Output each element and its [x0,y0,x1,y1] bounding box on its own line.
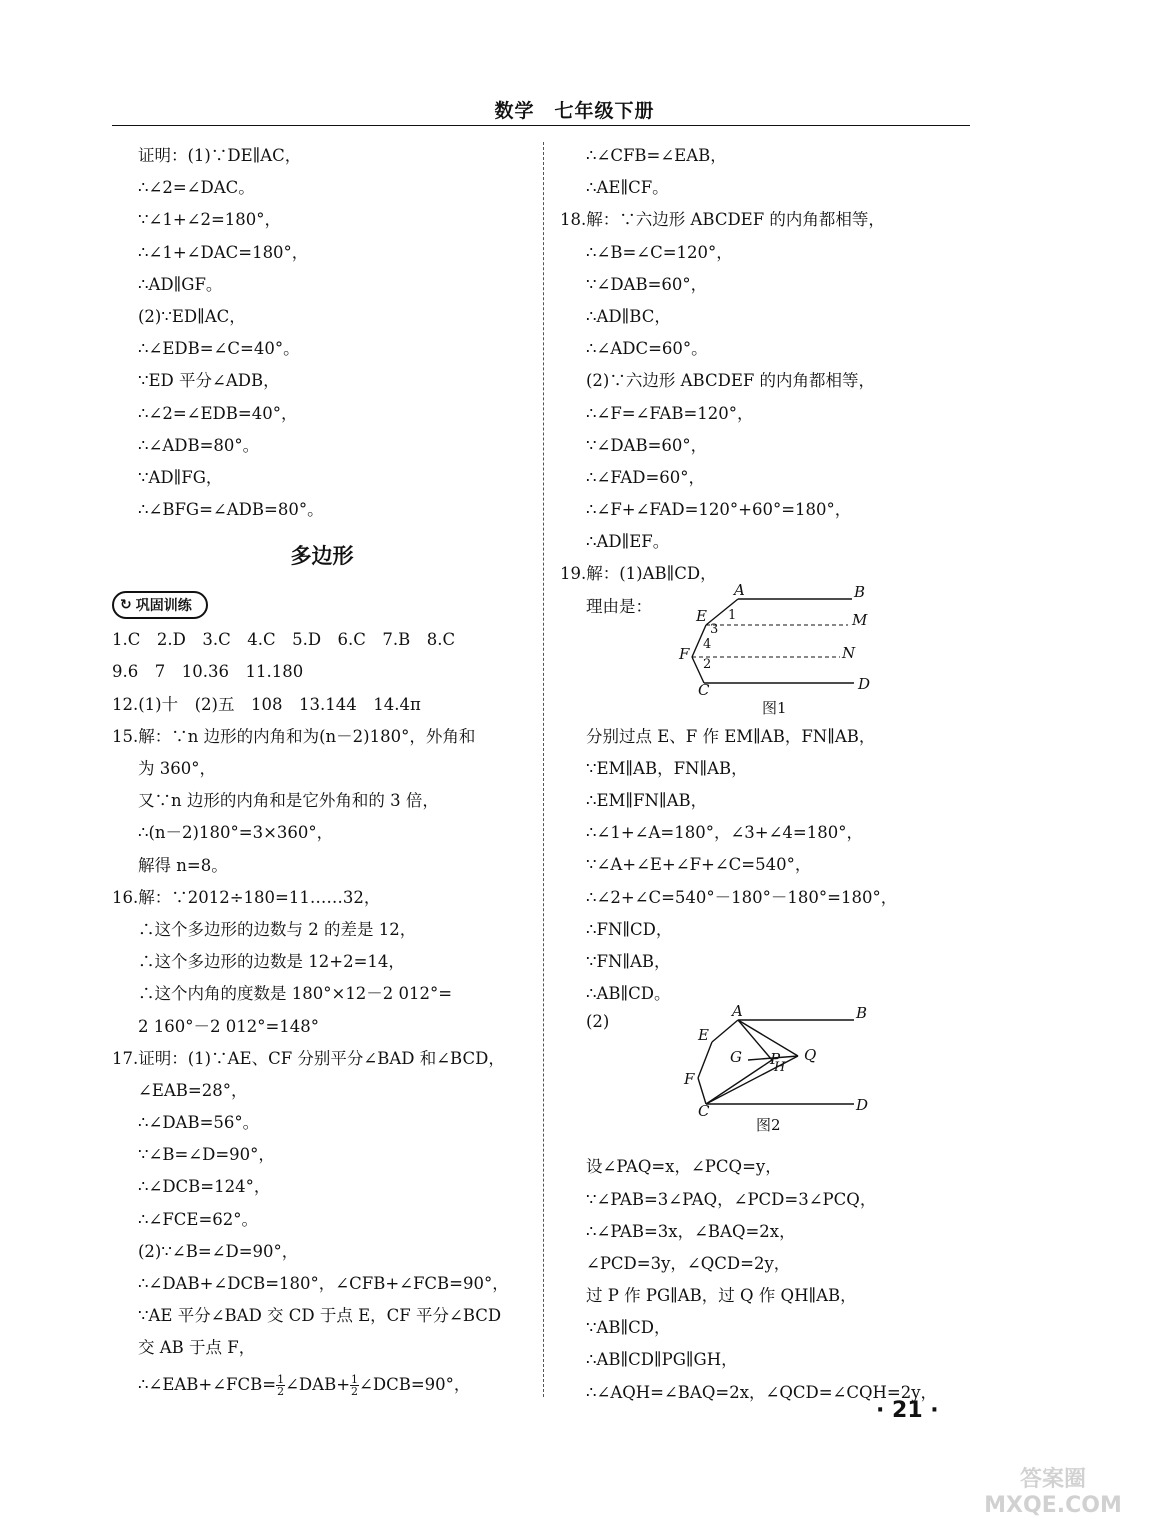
left-answers-block [112,624,532,1364]
text-line: ∴AB∥CD∥PG∥GH， [586,1350,738,1370]
left-column [112,140,532,1405]
text-line: (2) [586,1012,610,1032]
text-line: ∴∠1+∠A=180°，∠3+∠4=180°， [586,823,863,843]
text-line: ∴AB∥CD。 [586,984,671,1004]
text-line: ∴∠BFG=∠ADB=80°。 [138,500,324,520]
point-label: B [856,1004,868,1023]
fraction-half [276,1374,285,1397]
text-line: 19.解：(1)AB∥CD， [560,564,717,584]
line-ae [712,1020,738,1042]
text-line: ∴∠EDB=∠C=40°。 [138,339,300,359]
right-proof-block [560,140,970,591]
point-label: A [734,580,745,599]
point-label: H [774,1060,786,1076]
text-line: ∠EAB=28°， [138,1080,248,1100]
text-line: ∴∠B=∠C=120°， [586,242,733,262]
text-line: (2)∵六边形 ABCDEF 的内角都相等， [586,371,876,391]
point-label: D [856,1096,869,1115]
figure-2-caption: 图2 [756,1116,781,1135]
text-line: 2 160°－2 012°=148° [138,1016,320,1036]
fraction-numerator: 1 [277,1372,285,1386]
line-cp [706,1060,772,1104]
point-label: C [698,1102,710,1121]
point-label: Q [804,1046,817,1065]
fraction-half [350,1374,359,1397]
text-line: ∴∠AQH=∠BAQ=2x，∠QCD=∠CQH=2y， [586,1382,938,1402]
text-line: 过 P 作 PG∥AB，过 Q 作 QH∥AB， [586,1286,857,1306]
text-line: 解得 n=8。 [138,855,228,875]
refresh-arrow-icon: ↻ [120,597,132,614]
text-line: ∴这个多边形的边数与 2 的差是 12， [138,919,417,939]
text-segment: ∴∠EAB+∠FCB= [138,1374,277,1394]
right-proof-block-3 [560,1151,970,1409]
section-title: 多边形 [290,544,354,569]
text-line: 15.解：∵n 边形的内角和为(n－2)180°，外角和 [112,726,476,746]
text-line: ∴∠F=∠FAB=120°， [586,403,754,423]
figure-1 [560,580,970,721]
text-line: 12.(1)十 (2)五 108 13.144 14.4π [112,694,421,714]
text-line: 理由是： [586,596,652,616]
text-segment: ∠DAB+ [285,1374,351,1394]
text-line: ∴这个内角的度数是 180°×12－2 012°= [138,984,453,1004]
watermark [968,1462,1138,1522]
text-line: 17.证明：(1)∵AE、CF 分别平分∠BAD 和∠BCD， [112,1048,505,1068]
text-line: 16.解：∵2012÷180=11……32， [112,887,381,907]
text-line: ∴∠1+∠DAC=180°， [138,242,309,262]
line-fc [698,1078,706,1104]
text-line: ∠PCD=3y，∠QCD=2y， [586,1253,791,1273]
text-line: ∴FN∥CD， [586,919,673,939]
text-line: ∵ED 平分∠ADB， [138,371,280,391]
text-segment: ∠DCB=90°， [359,1374,471,1394]
point-label: C [698,680,710,699]
text-line: ∴AD∥BC， [586,306,671,326]
text-line: ∵∠PAB=3∠PAQ，∠PCD=3∠PCQ， [586,1189,877,1209]
text-line: 分别过点 E、F 作 EM∥AB，FN∥AB， [586,726,876,746]
text-line: 为 360°， [138,759,216,778]
text-line: ∵∠DAB=60°， [586,435,708,455]
angle-label: 3 [710,621,719,637]
fraction-denominator: 2 [351,1384,359,1398]
point-label: F [679,644,690,663]
text-line: (2)∵ED∥AC， [138,306,246,326]
practice-badge [112,591,208,619]
page-header-title: 数学 七年级下册 [494,100,655,122]
text-line: ∴∠FCE=62°。 [138,1209,259,1229]
point-label: E [696,606,707,625]
text-line: ∴∠ADC=60°。 [586,339,708,359]
text-line: ∴∠F+∠FAD=120°+60°=180°， [586,500,852,520]
point-label: M [852,610,868,629]
text-line: ∴∠CFB=∠EAB， [586,146,727,165]
angle-label: 4 [703,636,712,652]
line-aq [738,1020,798,1056]
left-proof-block [112,140,532,526]
fraction-denominator: 2 [277,1384,285,1398]
header-rule [112,125,970,126]
text-line: 交 AB 于点 F， [138,1338,256,1358]
text-line: ∵∠1+∠2=180°， [138,210,282,230]
column-divider [543,142,544,1397]
point-label: A [732,1002,743,1021]
text-line: 又∵n 边形的内角和是它外角和的 3 倍， [138,791,439,811]
text-line: ∴EM∥FN∥AB， [586,791,708,810]
text-line: ∴∠DAB=56°。 [138,1113,260,1133]
text-line: ∴∠FAD=60°， [586,467,706,487]
text-line: ∴∠DAB+∠DCB=180°，∠CFB+∠FCB=90°， [138,1274,509,1293]
figure-2 [560,1002,970,1151]
text-line: ∴∠PAB=3x，∠BAQ=2x， [586,1221,796,1241]
angle-label: 1 [728,607,737,623]
text-line [112,1365,532,1405]
line-ef [698,1042,712,1078]
figure-1-caption: 图1 [762,698,787,717]
right-proof-block-2 [560,721,970,1011]
text-line: 证明：(1)∵DE∥AC， [138,146,302,165]
point-label: D [858,674,871,693]
point-label: N [842,643,856,662]
text-line: ∵AB∥CD， [586,1318,671,1338]
point-label: F [684,1070,695,1089]
text-line: ∴∠2=∠DAC。 [138,178,255,198]
point-label: E [698,1026,709,1045]
text-line: 18.解：∵六边形 ABCDEF 的内角都相等， [560,210,885,230]
text-line: ∵AE 平分∠BAD 交 CD 于点 E，CF 平分∠BCD [138,1306,502,1326]
text-line: ∵AD∥FG， [138,467,223,487]
text-line: ∵EM∥AB，FN∥AB， [586,758,748,778]
text-line: ∴(n－2)180°=3×360°， [138,823,334,843]
angle-label: 2 [703,656,712,672]
text-line: (2)∵∠B=∠D=90°， [138,1241,299,1261]
text-line: ∴∠2=∠EDB=40°， [138,403,298,423]
right-column [560,140,970,1409]
text-line: ∴AD∥GF。 [138,274,223,294]
badge-row [112,586,532,624]
text-line: ∴这个多边形的边数是 12+2=14， [138,952,405,972]
text-line: 9.6 7 10.36 11.180 [112,662,304,682]
text-line: ∴AD∥EF。 [586,532,670,552]
point-label: B [854,582,866,601]
text-line: ∵∠B=∠D=90°， [138,1145,275,1165]
text-line: ∵∠A+∠E+∠F+∠C=540°， [586,855,812,875]
fraction-numerator: 1 [351,1372,359,1386]
watermark-line: MXQE.COM [984,1493,1122,1518]
page-number: · 21 · [876,1398,939,1423]
text-line: ∴∠ADB=80°。 [138,435,260,455]
text-line: ∴∠DCB=124°， [138,1177,271,1197]
point-label: P [770,1050,781,1069]
point-label: G [730,1048,742,1067]
line-ap [738,1020,772,1060]
text-line: 1.C 2.D 3.C 4.C 5.D 6.C 7.B 8.C [112,630,456,650]
watermark-line: 答案圈 [1019,1467,1086,1492]
text-line: ∵∠DAB=60°， [586,274,708,294]
text-line: ∴AE∥CF。 [586,178,669,198]
text-line: ∴∠2+∠C=540°－180°－180°=180°， [586,887,898,907]
text-line: ∵FN∥AB， [586,951,671,971]
text-line: 设∠PAQ=x，∠PCQ=y， [586,1157,782,1177]
practice-badge-label: 巩固训练 [135,598,192,615]
